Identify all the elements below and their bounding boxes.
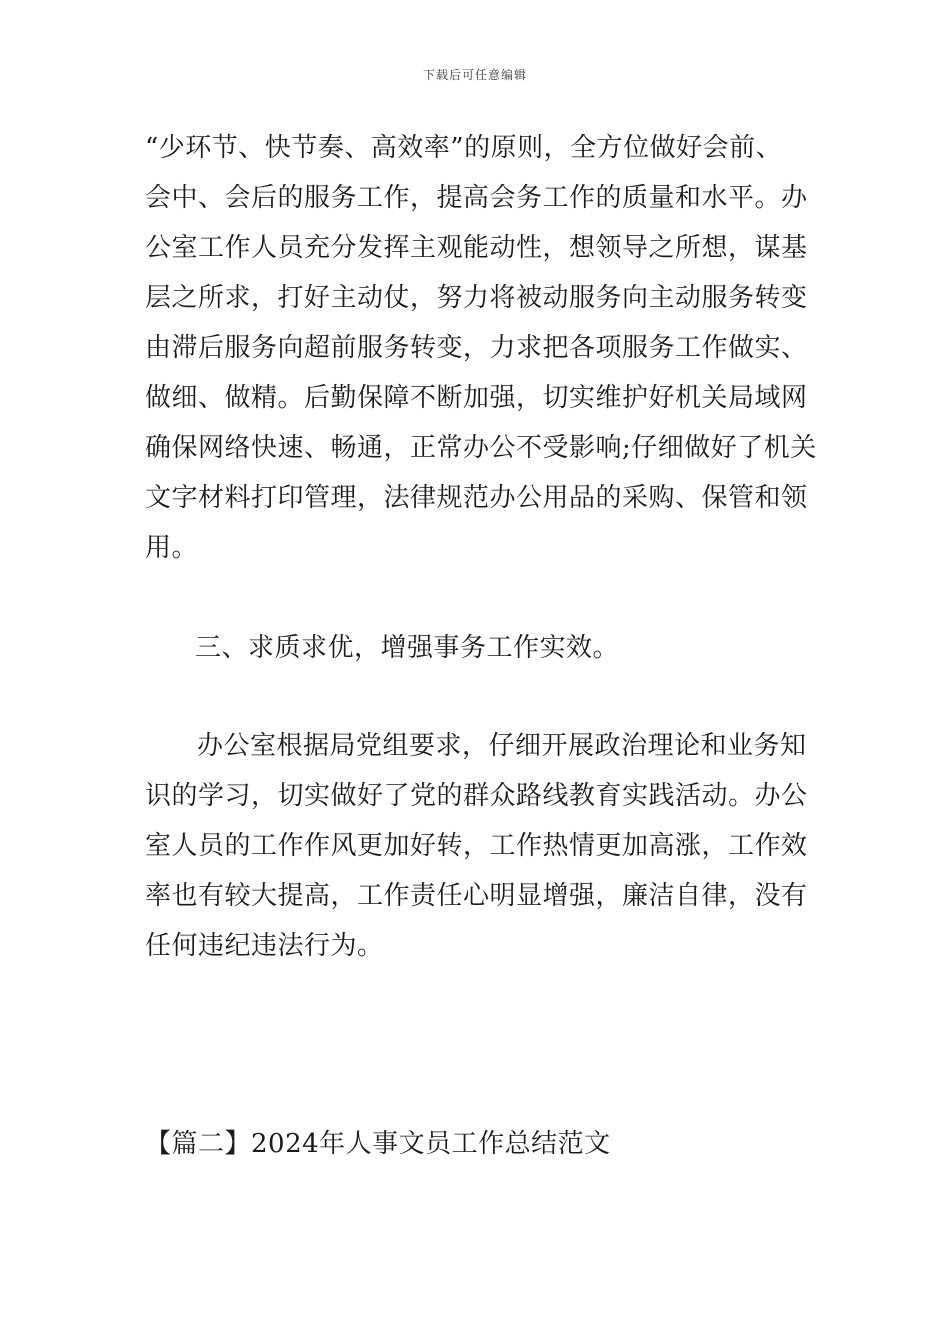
- paragraph-line: 办公室根据局党组要求，仔细开展政治理论和业务知: [197, 731, 807, 761]
- paragraph-line: 会中、会后的服务工作，提高会务工作的质量和水平。办: [145, 183, 808, 213]
- paragraph-line: 用。: [145, 533, 199, 563]
- paragraph-line: 文字材料打印管理，法律规范办公用品的采购、保管和领: [145, 483, 808, 513]
- paragraph-line: 率也有较大提高，工作责任心明显增强，廉洁自律，没有: [145, 881, 808, 911]
- paragraph-line: 识的学习，切实做好了党的群众路线教育实践活动。办公: [145, 781, 808, 811]
- paragraph-line: 室人员的工作作风更加好转，工作热情更加高涨，工作效: [145, 831, 808, 861]
- paragraph-line: 做细、做精。后勤保障不断加强，切实维护好机关局域网: [145, 383, 808, 413]
- article-title: 【篇二】2024年人事文员工作总结范文: [145, 1129, 611, 1159]
- paragraph-line: 确保网络快速、畅通，正常办公不受影响;仔细做好了机关: [145, 433, 817, 463]
- page-header-note: 下载后可任意编辑: [422, 68, 527, 82]
- paragraph-line: 任何违纪违法行为。: [145, 931, 384, 961]
- section-heading: 三、求质求优，增强事务工作实效。: [195, 633, 620, 663]
- paragraph-line: 层之所求，打好主动仗，努力将被动服务向主动服务转变: [145, 283, 808, 313]
- paragraph-line: 由滞后服务向超前服务转变，力求把各项服务工作做实、: [145, 333, 808, 363]
- paragraph-line: 公室工作人员充分发挥主观能动性，想领导之所想，谋基: [145, 233, 808, 263]
- paragraph-line: “少环节、快节奏、高效率”的原则，全方位做好会前、: [145, 133, 783, 163]
